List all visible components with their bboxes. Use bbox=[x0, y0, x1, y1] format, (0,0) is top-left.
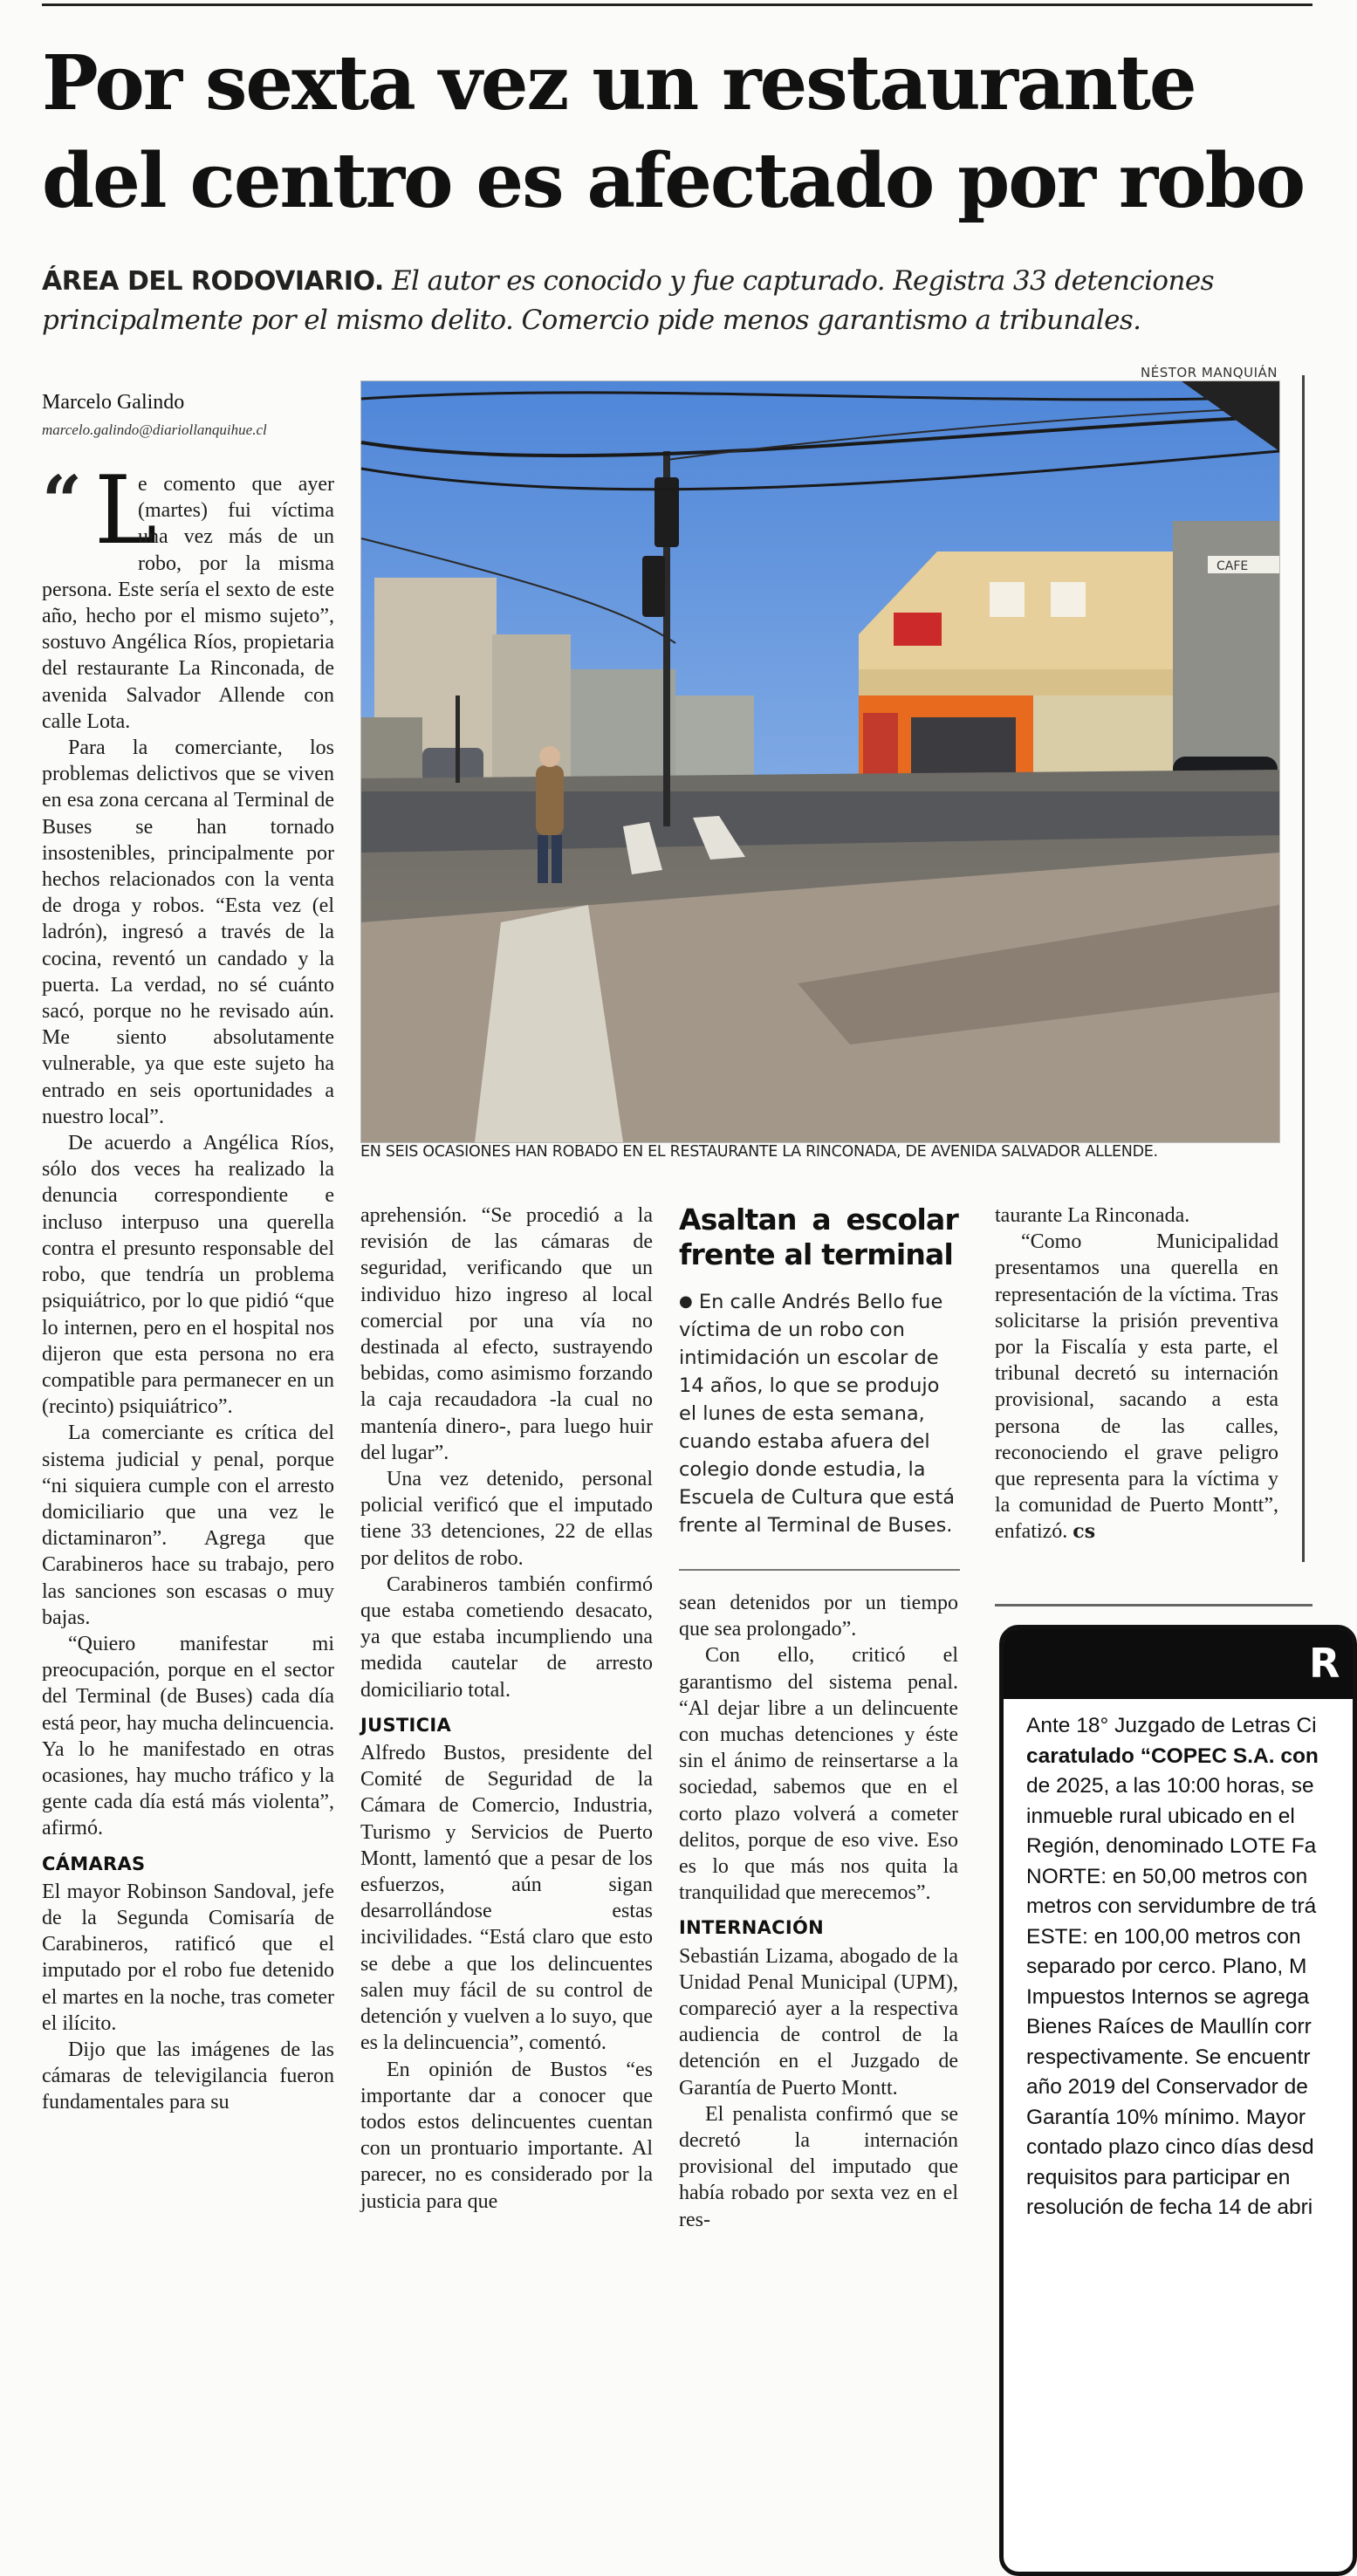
paragraph-lead-text: e comento que ayer (martes) fui víctima una vez más de un robo, por la misma persona. Este sería el sexto de este año, hecho por el mismo sujeto”, sostuvo Angélica Ríos, propietaria del restaurante La Rinconada, de avenida Salvador Allende con calle Lota. bbox=[42, 473, 334, 733]
column-4 bbox=[995, 1202, 1278, 1545]
paragraph: Una vez detenido, personal policial verificó que el imputado tiene 33 detenciones, 22 de ellas por delitos de robo. bbox=[360, 1468, 653, 1570]
legal-notice-line: caratulado “COPEC S.A. con bbox=[1026, 1744, 1319, 1768]
paragraph: Alfredo Bustos, presidente del Comité de Seguridad de la Cámara de Comercio, Industria, Turismo y Servicios de Puerto Montt, lamentó que a pesar de los esfuerzos, aún sigan desarrollándose estas incivilidades. “Está claro que esto se debe a que los delincuentes salen muy fácil de su control de detención y vuelven a lo suyo, que es la delincuencia”, comentó. bbox=[360, 1742, 653, 2055]
cafe-sign: CAFE bbox=[1217, 559, 1249, 573]
sidebar-box-title: Asaltan a escolar frente al terminal bbox=[679, 1202, 958, 1271]
paragraph: El penalista confirmó que se decretó la internación provisional del imputado que había robado por sexta vez en el res- bbox=[679, 2102, 958, 2231]
paragraph: Sebastián Lizama, abogado de la Unidad Penal Municipal (UPM), compareció ayer a la respectiva audiencia de control de la detención en el Juzgado de Garantía de Puerto Montt. bbox=[679, 1944, 958, 2100]
photo-credit: NÉSTOR MANQUIÁN bbox=[1141, 365, 1278, 380]
paragraph: sean detenidos por un tiempo que sea prolongado”. bbox=[679, 1592, 958, 1641]
legal-notice-body bbox=[1004, 1699, 1353, 2223]
paragraph: El mayor Robinson Sandoval, jefe de la Segunda Comisaría de Carabineros, ratificó que el imputado por el robo fue detenido el martes en la noche, tras cometer el ilícito. bbox=[42, 1880, 334, 2035]
subheading-camaras: CÁMARAS bbox=[42, 1853, 146, 1874]
legal-notice-ad bbox=[999, 1625, 1357, 2576]
paragraph-lead bbox=[42, 471, 334, 735]
legal-notice-line: de 2025, a las 10:00 horas, se bbox=[1026, 1774, 1314, 1798]
legal-notice-line: contado plazo cinco días desd bbox=[1026, 2135, 1314, 2159]
top-rule bbox=[42, 3, 1312, 6]
street-photo bbox=[360, 380, 1280, 1143]
page-edge-rule bbox=[1302, 375, 1305, 1562]
paragraph: En opinión de Bustos “es importante dar a conocer que todos estos delincuentes cuentan con un prontuario importante. Al parecer, no es considerado por la justicia para que bbox=[360, 2058, 653, 2213]
headline bbox=[42, 35, 1305, 230]
legal-notice-line: separado por cerco. Plano, M bbox=[1026, 1955, 1307, 1978]
end-mark-icon: cs bbox=[1073, 1520, 1096, 1544]
paragraph: Para la comerciante, los problemas delictivos que se viven en esa zona cercana al Terminal de Buses se han tornado insostenibles, principalmente por hechos relacionados con la venta de droga y robos. “Esta vez (el ladrón), ingresó a través de la cocina, reventó un candado y la puerta. La verdad, no sé cuánto sacó, porque no he revisado aún. Me siento absolutamente vulnerable, ya que este sujeto ha entrado en seis oportunidades a nuestro local”. bbox=[42, 736, 334, 1128]
paragraph-text: “Como Municipalidad presentamos una querella en representación de la víctima. Tras solicitarse la prisión preventiva por la Fiscalía y esta parte, el tribunal decretó su internación provisional, sacando a esta persona de las calles, reconociendo el grave peligro que representa para la víctima y la comunidad de Puerto Montt”, enfatizó. bbox=[995, 1230, 1278, 1544]
legal-notice-header bbox=[1004, 1629, 1353, 1699]
legal-notice-line: ESTE: en 100,00 metros con bbox=[1026, 1924, 1301, 1949]
opening-quote-mark: “ bbox=[42, 460, 83, 542]
sidebar-box-body: En calle Andrés Bello fue víctima de un robo con intimidación un escolar de 14 años, lo que se produjo el lunes de esta semana, cuando estaba afuera del colegio donde estudia, la Escuela de Cultura que está frente al Terminal de Buses. bbox=[679, 1291, 956, 1537]
legal-notice-line: Ante 18° Juzgado de Letras Ci bbox=[1026, 1714, 1317, 1737]
subhead bbox=[42, 262, 1281, 339]
paragraph: taurante La Rinconada. bbox=[995, 1204, 1190, 1227]
headline-line-2: del centro es afectado por robo bbox=[42, 137, 1305, 225]
column-1 bbox=[42, 471, 334, 2116]
sidebar-box bbox=[679, 1202, 958, 1539]
subhead-text: El autor es conocido y fue capturado. Registra 33 detenciones principalmente por el mismo delito. Comercio pide menos garantismo a tribunales. bbox=[42, 265, 1214, 336]
legal-notice-line: requisitos para participar en bbox=[1026, 2165, 1291, 2189]
subhead-kicker: ÁREA DEL RODOVIARIO. bbox=[42, 266, 384, 297]
paragraph: La comerciante es crítica del sistema judicial y penal, porque “ni siquiera cumple con el arresto domiciliario que una vez le dictaminaron”. Agrega que Carabineros hace su trabajo, pero las sanciones son escasas o muy bajas. bbox=[42, 1422, 334, 1629]
bullet-icon: ● bbox=[679, 1292, 693, 1311]
subheading-internacion: INTERNACIÓN bbox=[679, 1917, 825, 1939]
headline-line-1: Por sexta vez un restaurante bbox=[42, 39, 1196, 127]
legal-notice-line: año 2019 del Conservador de bbox=[1026, 2075, 1308, 2099]
legal-notice-line: NORTE: en 50,00 metros con bbox=[1026, 1864, 1308, 1888]
legal-notice-line: Impuestos Internos se agrega bbox=[1026, 1984, 1310, 2009]
legal-notice-header-text: R bbox=[1309, 1640, 1340, 1687]
legal-notice-line: respectivamente. Se encuentr bbox=[1026, 2045, 1311, 2069]
column-3-continued bbox=[679, 1590, 958, 2233]
author-email[interactable]: marcelo.galindo@diariollanquihue.cl bbox=[42, 421, 267, 438]
author-byline bbox=[42, 389, 356, 442]
paragraph: aprehensión. “Se procedió a la revisión de las cámaras de seguridad, verificando que un individuo hizo ingreso al local comercial por una vía no destinada al efecto, sustrayendo bebidas, como asimismo forzando la caja recaudadora -la cual no mantenía dinero-, para luego huir del lugar”. bbox=[360, 1204, 653, 1464]
section-divider bbox=[995, 1604, 1312, 1607]
legal-notice-line: Bienes Raíces de Maullín corr bbox=[1026, 2015, 1312, 2038]
author-name: Marcelo Galindo bbox=[42, 391, 185, 414]
legal-notice-line: Región, denominado LOTE Fa bbox=[1026, 1834, 1317, 1858]
sidebar-box-text bbox=[679, 1288, 958, 1539]
paragraph: Dijo que las imágenes de las cámaras de televigilancia fueron fundamentales para su bbox=[42, 2038, 334, 2114]
column-2 bbox=[360, 1202, 653, 2215]
paragraph bbox=[995, 1229, 1278, 1545]
paragraph: Con ello, criticó el garantismo del sistema penal. “Al dejar libre a un delincuente con muchas detenciones y éste sin el ánimo de reinsertarse a la sociedad, sabemos que en el corto plazo volverá a cometer delitos, porque de eso vive. Eso es lo que más nos quita la tranquilidad que merecemos”. bbox=[679, 1644, 958, 1905]
paragraph: De acuerdo a Angélica Ríos, sólo dos veces ha realizado la denuncia correspondiente e incluso interpuso una querella contra el presunto responsable del robo, que tendría un problema psiquiátrico, por lo que pidió “que lo internen, pero en el hospital nos dijeron que esta persona no era compatible para permanecer en un (recinto) psiquiátrico”. bbox=[42, 1132, 334, 1419]
photo-caption: EN SEIS OCASIONES HAN ROBADO EN EL RESTAURANTE LA RINCONADA, DE AVENIDA SALVADOR ALLENDE. bbox=[360, 1143, 1158, 1161]
paragraph: “Quiero manifestar mi preocupación, porque en el sector del Terminal (de Buses) cada día está peor, hay mucha delincuencia. Ya lo he manifestado en otras ocasiones, hay mucho tráfico y la gente cada día está más violenta”, afirmó. bbox=[42, 1632, 334, 1840]
dropcap-letter: L bbox=[94, 456, 157, 565]
paragraph: Carabineros también confirmó que estaba cometiendo desacato, ya que estaba incumpliendo una medida cautelar de arresto domiciliario total. bbox=[360, 1572, 653, 1702]
legal-notice-line: metros con servidumbre de trá bbox=[1026, 1894, 1317, 1918]
subheading-justicia: JUSTICIA bbox=[360, 1714, 452, 1736]
legal-notice-line: Garantía 10% mínimo. Mayor bbox=[1026, 2105, 1306, 2129]
legal-notice-line: resolución de fecha 14 de abri bbox=[1026, 2196, 1313, 2219]
street-photo-image bbox=[361, 381, 1279, 1142]
sidebar-box-rule bbox=[679, 1569, 960, 1571]
column-3 bbox=[679, 1202, 958, 1539]
legal-notice-line: inmueble rural ubicado en el bbox=[1026, 1804, 1295, 1828]
